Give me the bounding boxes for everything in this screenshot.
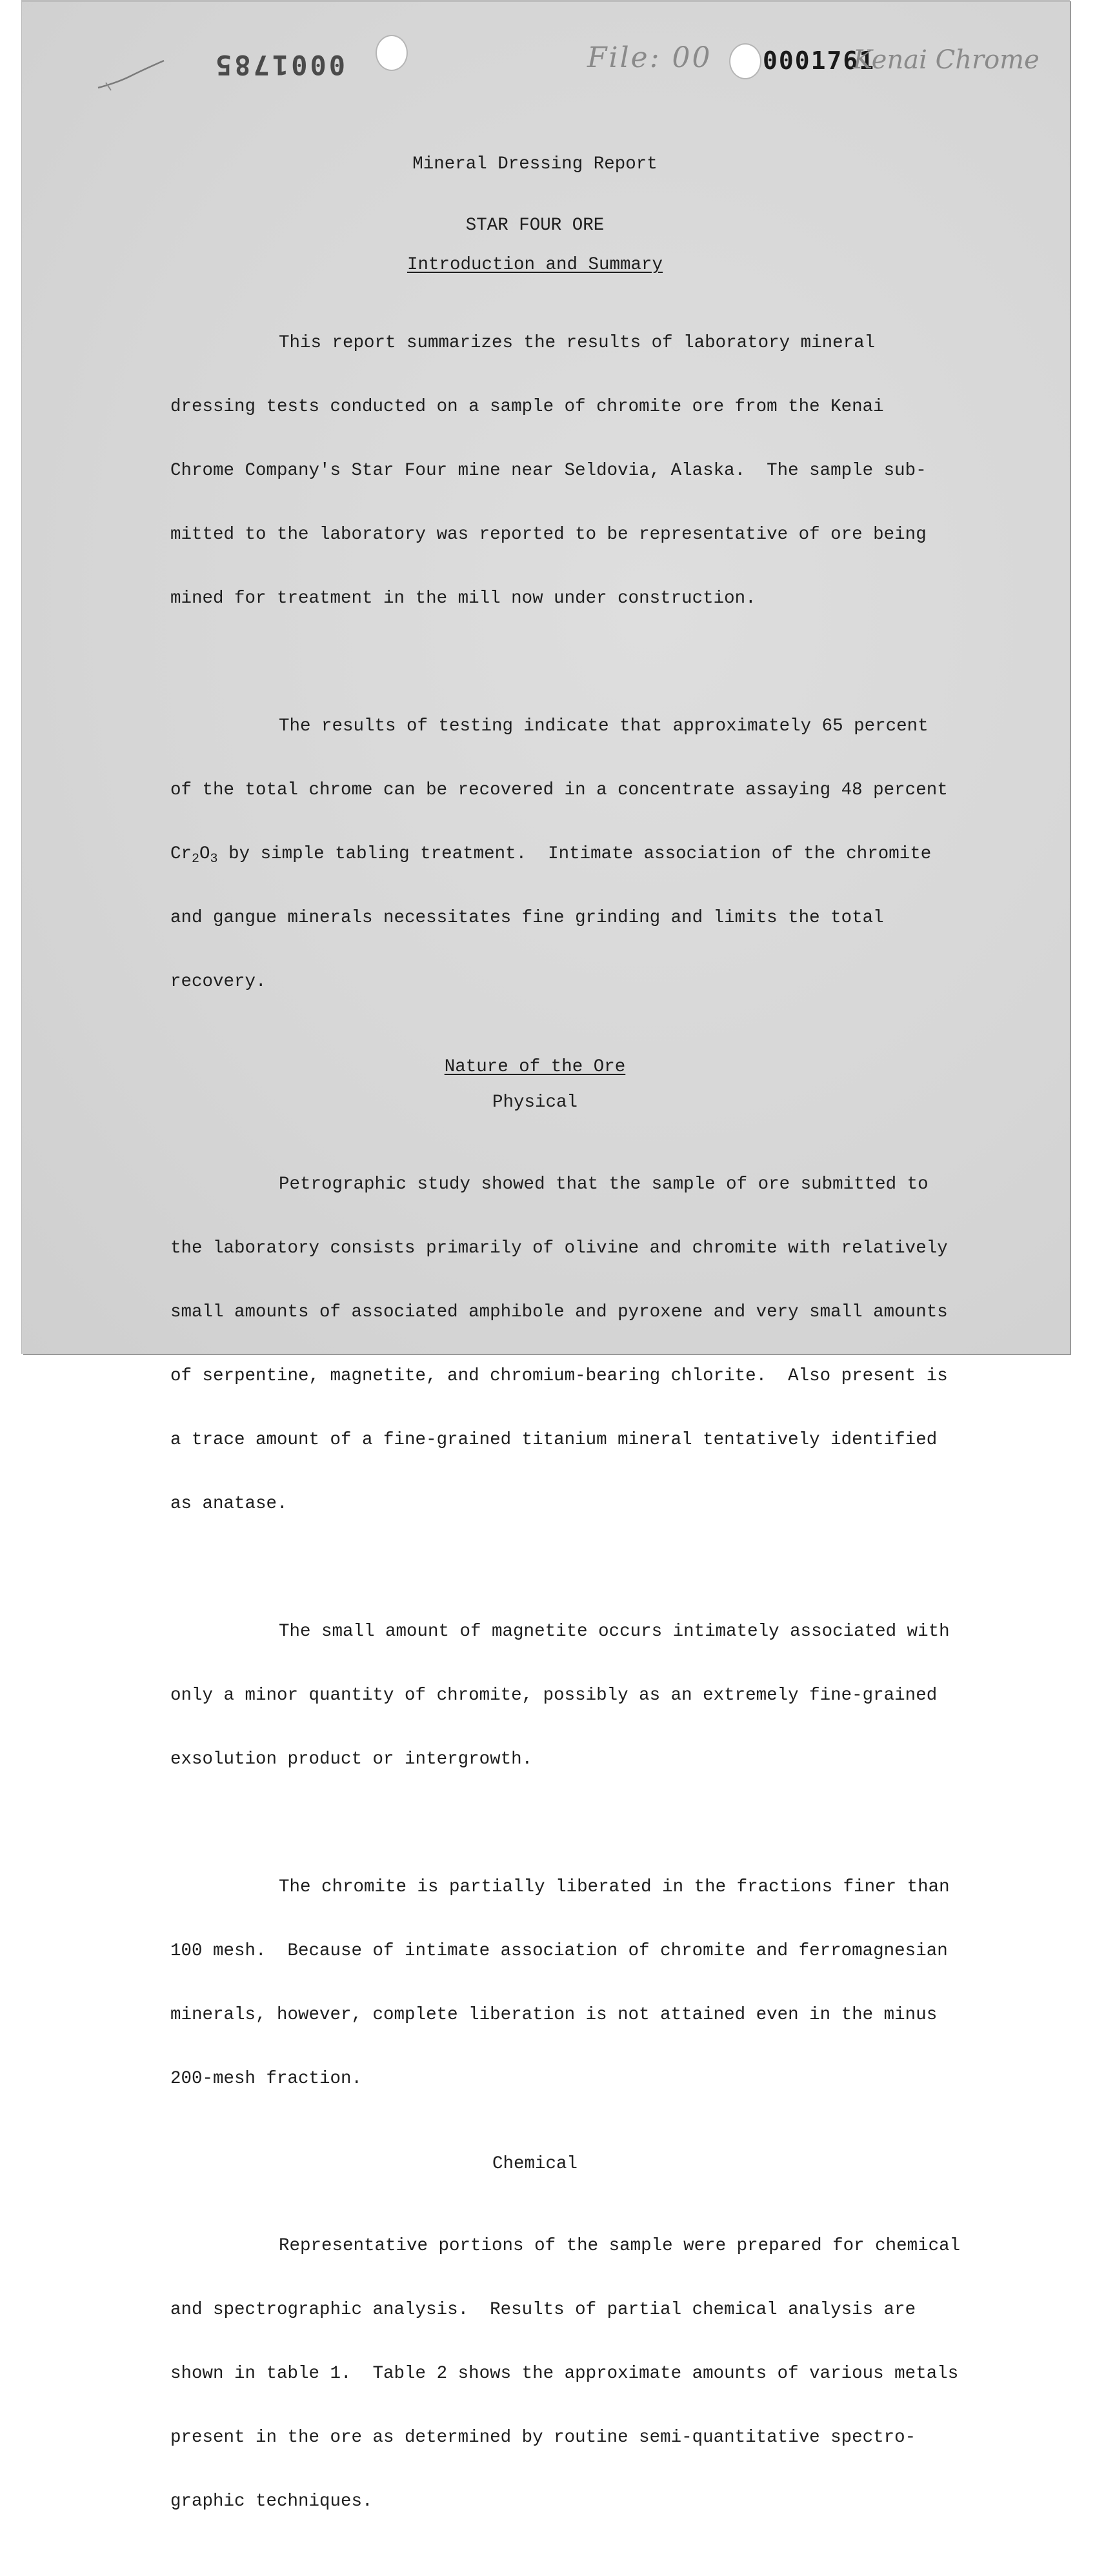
paragraph-physical-1 (170, 1131, 1009, 1557)
paragraph-physical-2 (170, 1578, 1009, 1813)
report-title: Mineral Dressing Report (412, 154, 658, 174)
subsection-heading-physical: Physical (492, 1092, 578, 1112)
formula-element: O (199, 844, 210, 864)
paragraph-line: a trace amount of a fine-grained titanium mineral tentatively identified (170, 1430, 938, 1450)
paragraph-intro-1 (170, 290, 1009, 652)
paragraph-line: only a minor quantity of chromite, possibly as an extremely fine-grained (170, 1685, 938, 1706)
handwritten-note: Kenai Chrome (853, 45, 1040, 75)
paragraph-line: exsolution product or intergrowth. (170, 1749, 533, 1769)
paragraph-text: by simple tabling treatment. Intimate association of the chromite (217, 844, 932, 864)
paragraph-line: as anatase. (170, 1494, 288, 1514)
paragraph-intro-2 (170, 673, 1009, 1035)
document-page (22, 0, 1070, 2511)
paragraph-line: The small amount of magnetite occurs intimately associated with (279, 1622, 950, 1642)
paragraph-line: present in the ore as determined by routine semi-quantitative spectro- (170, 2428, 916, 2448)
paragraph-line: Petrographic study showed that the sample of ore submitted to (279, 1174, 929, 1194)
section-heading-introduction: Introduction and Summary (407, 255, 663, 275)
paragraph-line: of the total chrome can be recovered in a concentrate assaying 48 percent (170, 780, 948, 800)
paragraph-line: minerals, however, complete liberation is not attained even in the minus (170, 2005, 938, 2025)
stamp-number-right: 0001761 (763, 46, 876, 75)
paragraph-line: small amounts of associated amphibole and pyroxene and very small amounts (170, 1302, 948, 1322)
handwritten-file-note: File: 00 (587, 41, 712, 74)
report-subtitle: STAR FOUR ORE (465, 216, 605, 236)
paragraph-line: The chromite is partially liberated in the fractions finer than (279, 1877, 950, 1897)
paragraph-line: dressing tests conducted on a sample of chromite ore from the Kenai (170, 397, 884, 417)
section-heading-nature: Nature of the Ore (444, 1057, 626, 1077)
paragraph-physical-3 (170, 1834, 1009, 2132)
paragraph-line: the laboratory consists primarily of olivine and chromite with relatively (170, 1238, 948, 1258)
paragraph-line: graphic techniques. (170, 2491, 373, 2511)
paragraph-line: recovery. (170, 972, 266, 992)
formula-subscript: 2 (192, 852, 200, 867)
paragraph-line: 200-mesh fraction. (170, 2069, 363, 2089)
paragraph-line: and gangue minerals necessitates fine grinding and limits the total (170, 908, 884, 928)
paragraph-line: The results of testing indicate that approximately 65 percent (279, 716, 929, 736)
paragraph-line: and spectrographic analysis. Results of partial chemical analysis are (170, 2300, 916, 2320)
paragraph-line: 100 mesh. Because of intimate association of chromite and ferromagnesian (170, 1941, 948, 1961)
paragraph-line: Representative portions of the sample were prepared for chemical (279, 2236, 961, 2256)
pencil-mark-icon (92, 57, 169, 96)
formula-subscript: 3 (210, 852, 218, 867)
paragraph-line: mitted to the laboratory was reported to be representative of ore being (170, 525, 927, 545)
report-body (170, 154, 1009, 2576)
stamp-number-left: 0001785 (213, 49, 346, 81)
paragraph-line: This report summarizes the results of laboratory mineral (279, 333, 876, 353)
paragraph-line: mined for treatment in the mill now under construction. (170, 589, 756, 609)
punch-hole (729, 43, 761, 79)
page-edge (22, 0, 1070, 2)
paragraph-chemical-1 (170, 2193, 1009, 2555)
paragraph-line: Chrome Company's Star Four mine near Seldovia, Alaska. The sample sub- (170, 461, 927, 481)
subsection-heading-chemical: Chemical (492, 2154, 578, 2174)
paragraph-line: of serpentine, magnetite, and chromium-bearing chlorite. Also present is (170, 1366, 948, 1386)
paragraph-line: shown in table 1. Table 2 shows the approximate amounts of various metals (170, 2364, 959, 2384)
punch-hole (376, 35, 408, 71)
paragraph-line-formula (170, 843, 1009, 865)
formula-element: Cr (170, 844, 192, 864)
